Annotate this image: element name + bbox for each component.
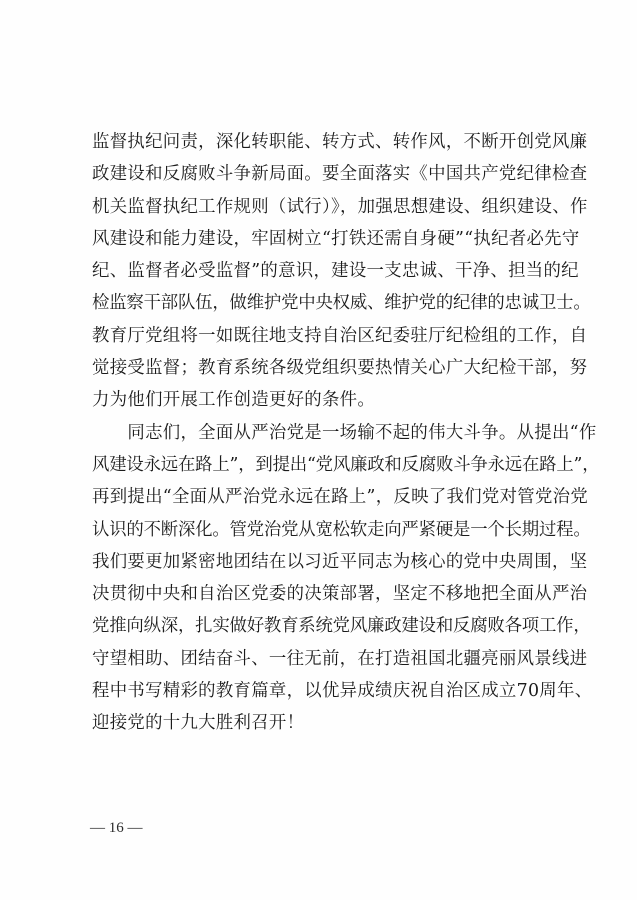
text-line: 力为他们开展工作创造更好的条件。 — [92, 390, 376, 411]
body-text — [92, 126, 600, 740]
text-line: 认识的不断深化。管党治党从宽松软走向严紧硬是一个长期过程。 — [92, 519, 591, 540]
page-number: — 16 — — [90, 820, 143, 836]
text-line: 监督执纪问责，深化转职能、转方式、转作风，不断开创党风廉 — [92, 132, 588, 152]
text-line: 觉接受监督；教育系统各级党组织要热情关心广大纪检干部，努 — [92, 358, 588, 379]
text-line: 守望相助、团结奋斗、一往无前，在打造祖国北疆亮丽风景线进 — [92, 648, 588, 669]
text-line: 教育厅党组将一如既往地支持自治区纪委驻厅纪检组的工作，自 — [92, 325, 588, 346]
text-line: 程中书写精彩的教育篇章，以优异成绩庆祝自治区成立70周年、 — [92, 681, 593, 702]
text-line: 同志们，全面从严治党是一场输不起的伟大斗争。从提出“作 — [92, 422, 597, 443]
text-line: 纪、监督者必受监督”的意识，建设一支忠诚、干净、担当的纪 — [92, 261, 579, 282]
text-line: 政建设和反腐败斗争新局面。要全面落实《中国共产党纪律检查 — [92, 164, 588, 185]
text-line: 风建设永远在路上”，到提出“党风廉政和反腐败斗争永远在路上”， — [92, 454, 600, 475]
text-line: 检监察干部队伍，做维护党中央权威、维护党的纪律的忠诚卫士。 — [92, 293, 591, 314]
text-line: 决贯彻中央和自治区党委的决策部署，坚定不移地把全面从严治 — [92, 584, 588, 605]
text-line: 迎接党的十九大胜利召开！ — [92, 713, 305, 734]
text-line: 我们要更加紧密地团结在以习近平同志为核心的党中央周围，坚 — [92, 551, 588, 572]
text-line: 机关监督执纪工作规则（试行）》，加强思想建设、组织建设、作 — [92, 196, 588, 217]
text-line: 党推向纵深，扎实做好教育系统党风廉政建设和反腐败各项工作， — [92, 616, 591, 637]
text-line: 再到提出“全面从严治党永远在路上”，反映了我们党对管党治党 — [92, 487, 589, 508]
text-line: 风建设和能力建设，牢固树立“打铁还需自身硬”“执纪者必先守 — [92, 228, 580, 249]
